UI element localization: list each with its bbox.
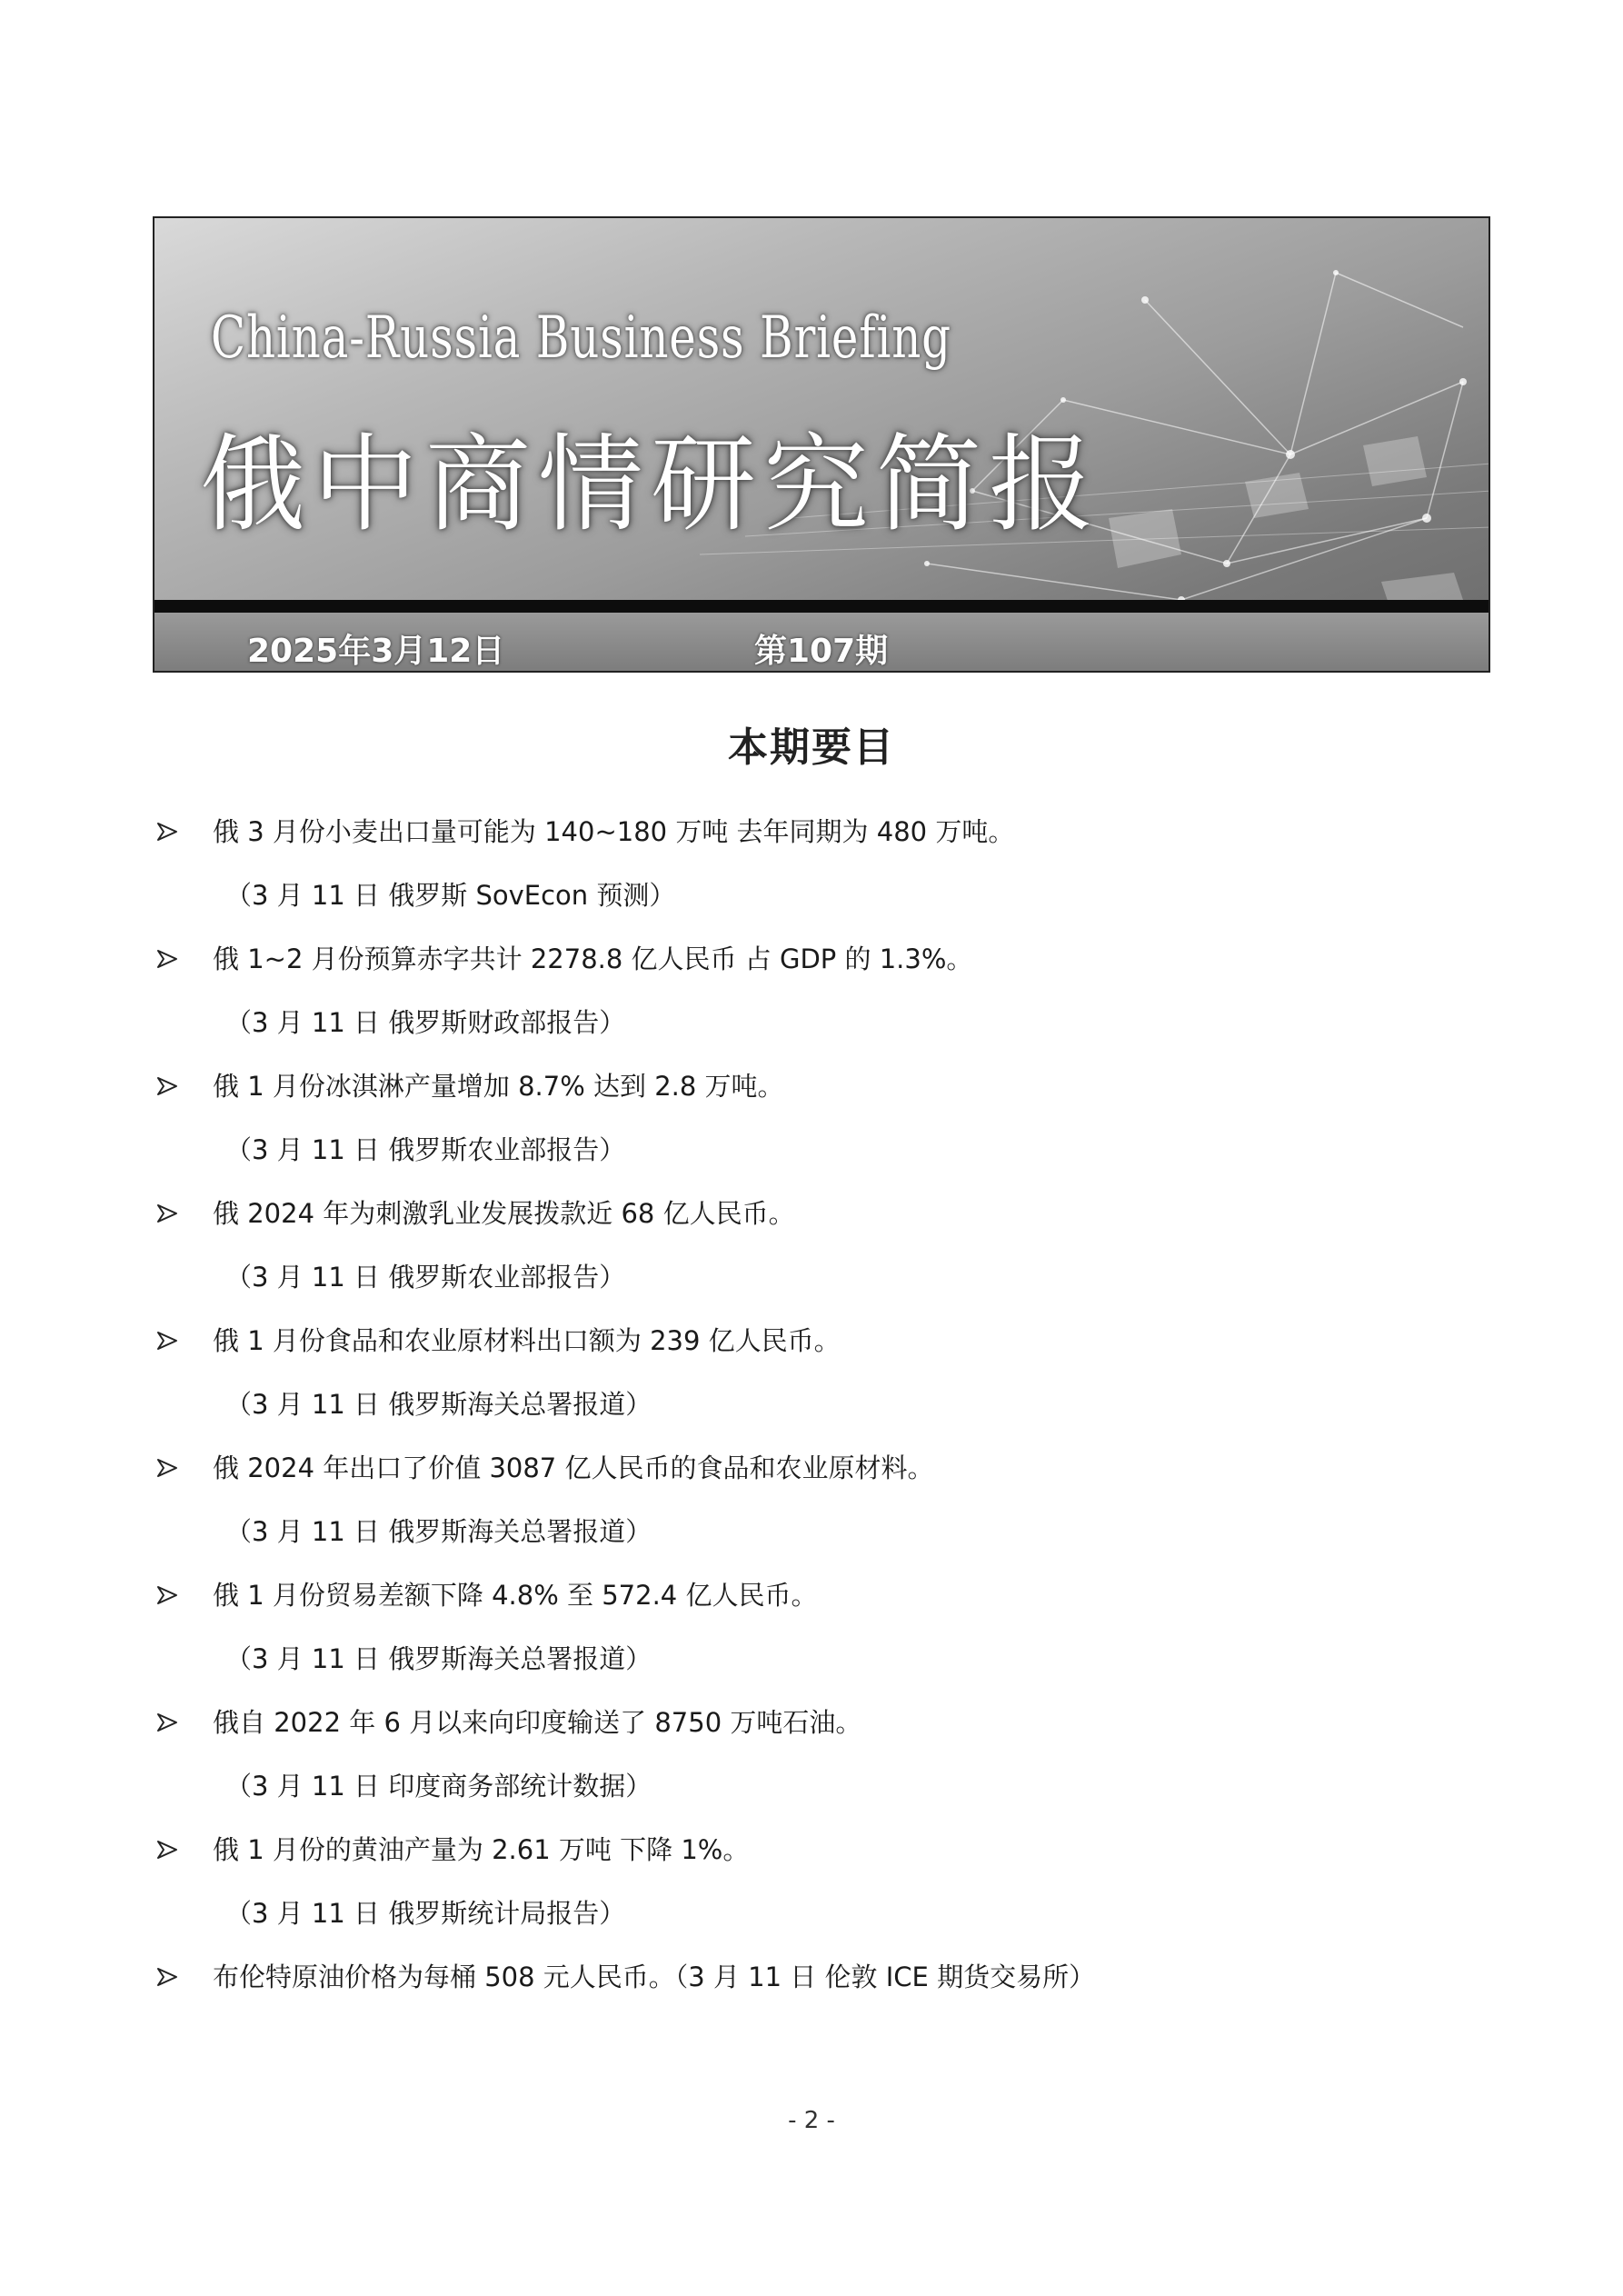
list-item bbox=[153, 1691, 1498, 1818]
banner-chinese-title: 俄中商情研究简报 bbox=[200, 424, 1101, 546]
list-item bbox=[153, 1436, 1498, 1563]
list-item-text: 俄 2024 年出口了价值 3087 亿人民币的食品和农业原材料。 bbox=[213, 1452, 934, 1483]
list-item-source: （3 月 11 日 俄罗斯财政部报告） bbox=[225, 1007, 626, 1038]
list-item-headline bbox=[153, 1054, 1498, 1118]
banner-english-title: China-Russia Business Briefing bbox=[211, 304, 951, 372]
issue-number: 第107期 bbox=[754, 633, 889, 670]
list-item-headline bbox=[153, 1563, 1498, 1627]
list-item-source-line bbox=[153, 1500, 1498, 1563]
list-item-source: （3 月 11 日 俄罗斯农业部报告） bbox=[225, 1134, 626, 1165]
arrowhead-bullet-icon bbox=[156, 1331, 178, 1351]
list-item bbox=[153, 1818, 1498, 1945]
list-item bbox=[153, 1945, 1498, 2009]
list-item-text: 俄 1 月份冰淇淋产量增加 8.7% 达到 2.8 万吨。 bbox=[213, 1071, 784, 1102]
list-item-source: （3 月 11 日 俄罗斯统计局报告） bbox=[225, 1898, 626, 1929]
page-number: - 2 - bbox=[788, 2107, 835, 2134]
issue-date: 2025年3月12日 bbox=[247, 633, 505, 670]
list-item-headline bbox=[153, 1309, 1498, 1373]
arrowhead-bullet-icon bbox=[156, 949, 178, 969]
list-item-text: 俄 1 月份的黄油产量为 2.61 万吨 下降 1%。 bbox=[213, 1834, 750, 1865]
header-banner bbox=[153, 216, 1490, 673]
banner-divider bbox=[154, 600, 1489, 613]
list-item-source: （3 月 11 日 俄罗斯海关总署报道） bbox=[225, 1643, 652, 1674]
list-item-source-line bbox=[153, 1754, 1498, 1818]
list-item bbox=[153, 1054, 1498, 1182]
arrowhead-bullet-icon bbox=[156, 1076, 178, 1096]
list-item bbox=[153, 800, 1498, 927]
list-item-text: 布伦特原油价格为每桶 508 元人民币。（3 月 11 日 伦敦 ICE 期货交易所） bbox=[213, 1962, 1096, 1992]
list-item-source: （3 月 11 日 俄罗斯 SovEcon 预测） bbox=[225, 880, 676, 911]
arrowhead-bullet-icon bbox=[156, 1967, 178, 1987]
list-item-source: （3 月 11 日 俄罗斯农业部报告） bbox=[225, 1262, 626, 1293]
list-item-text: 俄 2024 年为刺激乳业发展拨款近 68 亿人民币。 bbox=[213, 1198, 795, 1229]
list-item-headline bbox=[153, 927, 1498, 991]
list-item-text: 俄自 2022 年 6 月以来向印度输送了 8750 万吨石油。 bbox=[213, 1707, 862, 1738]
list-item-headline bbox=[153, 800, 1498, 863]
section-title: 本期要目 bbox=[728, 724, 895, 771]
arrowhead-bullet-icon bbox=[156, 1840, 178, 1860]
list-item-source-line bbox=[153, 1882, 1498, 1945]
arrowhead-bullet-icon bbox=[156, 1203, 178, 1223]
list-item-source-line bbox=[153, 1373, 1498, 1436]
list-item-headline bbox=[153, 1182, 1498, 1245]
list-item-headline bbox=[153, 1818, 1498, 1882]
arrowhead-bullet-icon bbox=[156, 1712, 178, 1732]
list-item-text: 俄 1 月份贸易差额下降 4.8% 至 572.4 亿人民币。 bbox=[213, 1580, 818, 1611]
list-item-source: （3 月 11 日 俄罗斯海关总署报道） bbox=[225, 1389, 652, 1420]
arrowhead-bullet-icon bbox=[156, 1458, 178, 1478]
list-item-source-line bbox=[153, 863, 1498, 927]
list-item-headline bbox=[153, 1436, 1498, 1500]
list-item-source-line bbox=[153, 1245, 1498, 1309]
arrowhead-bullet-icon bbox=[156, 1585, 178, 1605]
list-item-source-line bbox=[153, 1627, 1498, 1691]
highlights-list bbox=[153, 800, 1498, 2009]
list-item-text: 俄 1~2 月份预算赤字共计 2278.8 亿人民币 占 GDP 的 1.3%。 bbox=[213, 943, 973, 974]
list-item bbox=[153, 1309, 1498, 1436]
list-item-headline bbox=[153, 1691, 1498, 1754]
list-item-source: （3 月 11 日 印度商务部统计数据） bbox=[225, 1771, 652, 1802]
list-item bbox=[153, 927, 1498, 1054]
list-item-text: 俄 3 月份小麦出口量可能为 140~180 万吨 去年同期为 480 万吨。 bbox=[213, 816, 1015, 847]
list-item-source-line bbox=[153, 991, 1498, 1054]
list-item-source: （3 月 11 日 俄罗斯海关总署报道） bbox=[225, 1516, 652, 1547]
list-item-source-line bbox=[153, 1118, 1498, 1182]
list-item-headline bbox=[153, 1945, 1498, 2009]
list-item bbox=[153, 1563, 1498, 1691]
list-item-text: 俄 1 月份食品和农业原材料出口额为 239 亿人民币。 bbox=[213, 1325, 841, 1356]
arrowhead-bullet-icon bbox=[156, 822, 178, 842]
list-item bbox=[153, 1182, 1498, 1309]
